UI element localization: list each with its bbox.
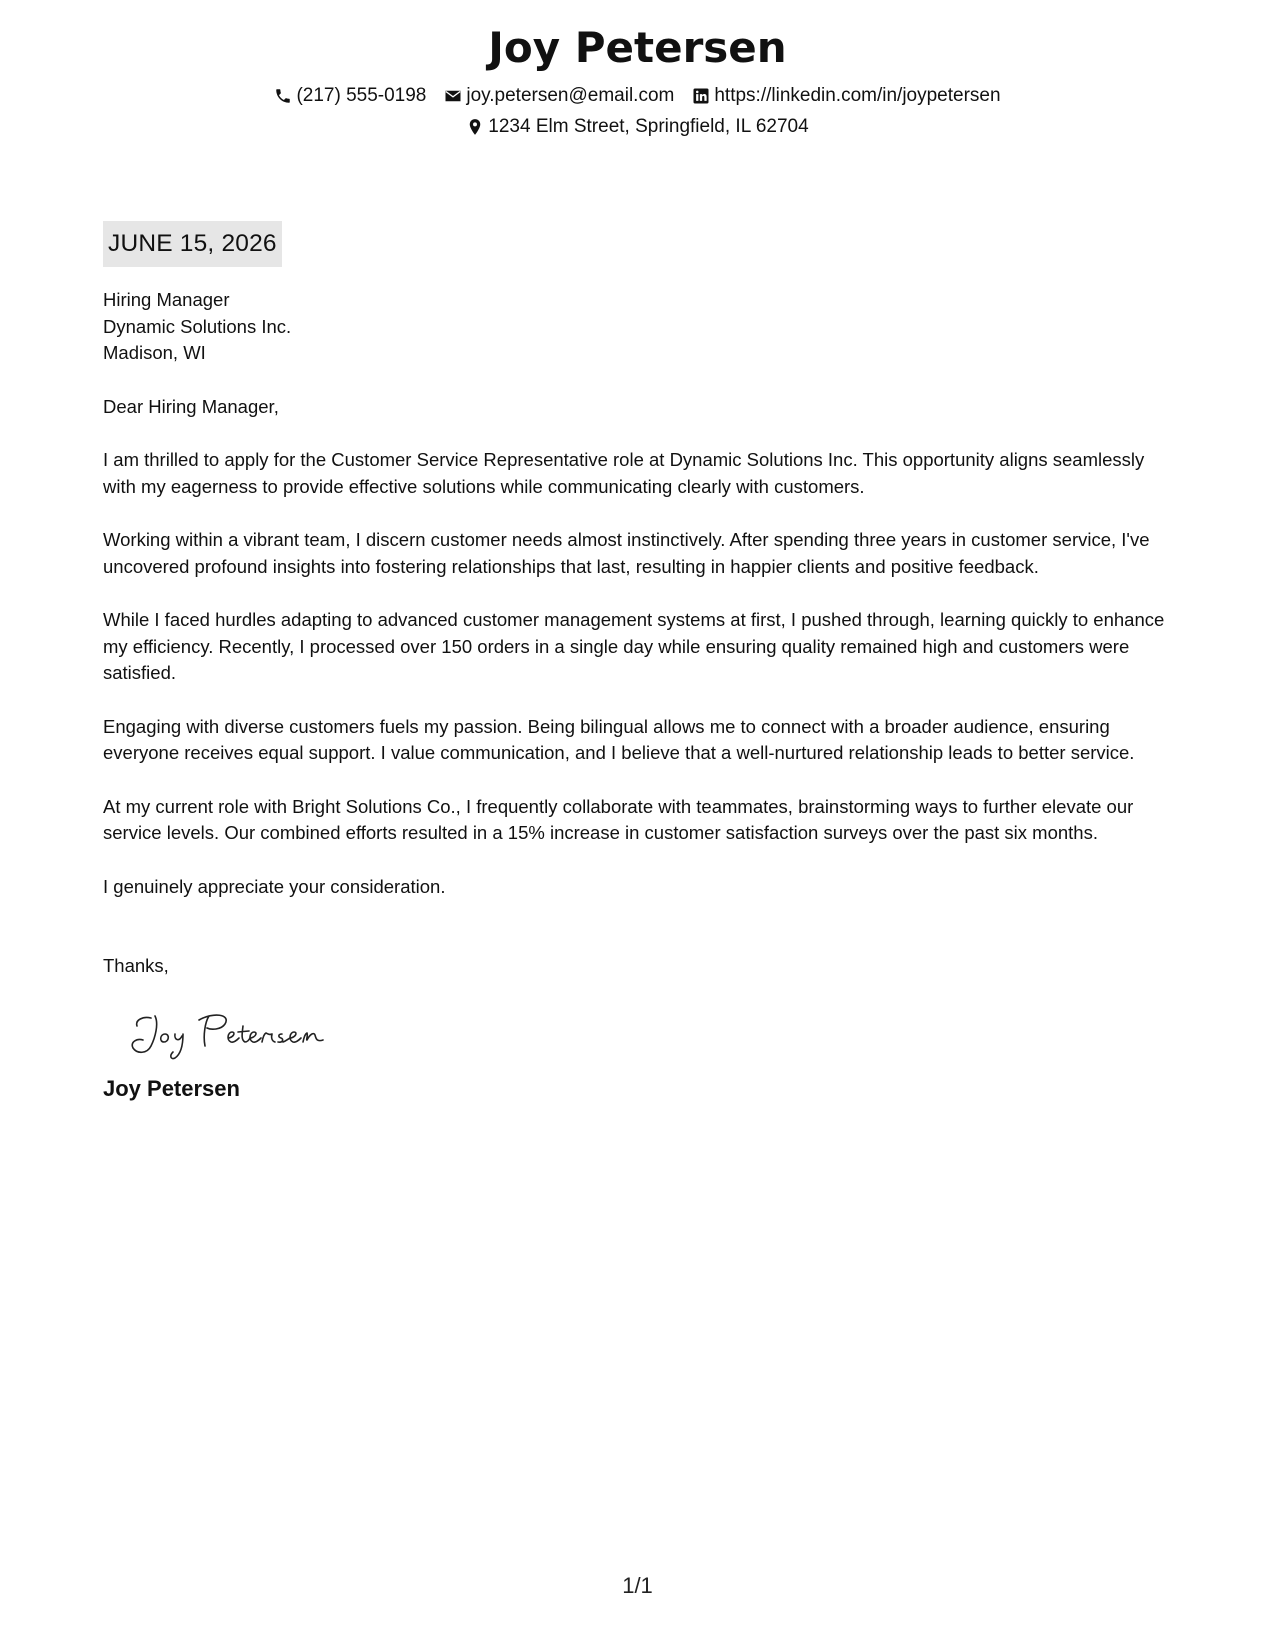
recipient-company: Dynamic Solutions Inc.: [103, 315, 292, 337]
paragraph-4: Engaging with diverse customers fuels my passion. Being bilingual allows me to connect with a broader audience, ensuring everyone receives equal support. I value communication, and I believe that a well-nurtured relationship leads to better service.: [103, 715, 1135, 763]
contact-address: [466, 113, 808, 141]
contact-linkedin[interactable]: [692, 82, 1000, 110]
contact-phone: [274, 82, 426, 110]
signer-name: Joy Petersen: [103, 1075, 240, 1101]
contact-email[interactable]: [444, 82, 674, 110]
recipient-block: [103, 287, 1178, 367]
salutation: Dear Hiring Manager,: [103, 395, 279, 417]
paragraph-6: I genuinely appreciate your consideration.: [103, 875, 446, 897]
contact-line-primary: [0, 82, 1275, 110]
letter-body: [103, 221, 1178, 1104]
envelope-icon: [444, 87, 462, 105]
email-text[interactable]: joy.petersen@email.com: [466, 85, 675, 106]
paragraph-2: Working within a vibrant team, I discern customer needs almost instinctively. After spending three years in customer service, I've uncovered profound insights into fostering relationships that last, resulting in happier clients and positive feedback.: [103, 529, 1150, 577]
paragraph-1: I am thrilled to apply for the Customer Service Representative role at Dynamic Solutions Inc. This opportunity aligns seamlessly with my eagerness to provide effective solutions while communicating clearly with customers.: [103, 449, 1145, 497]
contact-line-secondary: [0, 113, 1275, 141]
handwritten-signature: [125, 1004, 345, 1064]
letter-date: JUNE 15, 2026: [103, 221, 282, 267]
sender-name-title: Joy Petersen: [488, 23, 787, 72]
phone-text: (217) 555-0198: [296, 85, 427, 106]
linkedin-icon: [692, 87, 710, 105]
address-text: 1234 Elm Street, Springfield, IL 62704: [488, 116, 809, 137]
phone-icon: [274, 87, 292, 105]
recipient-title: Hiring Manager: [103, 289, 230, 310]
map-pin-icon: [466, 118, 484, 136]
paragraph-5: At my current role with Bright Solutions Co., I frequently collaborate with teammates, brainstorming ways to further elevate our service levels. Our combined efforts resulted in a 15% increase in customer satisfaction surveys over the past six months.: [103, 795, 1134, 843]
linkedin-text[interactable]: https://linkedin.com/in/joypetersen: [714, 85, 1001, 106]
paragraph-3: While I faced hurdles adapting to advanced customer management systems at first, I pushed through, learning quickly to enhance my efficiency. Recently, I processed over 150 orders in a single day while ensuring quality remained high and customers were satisfied.: [103, 609, 1165, 683]
letter-header: [0, 20, 1275, 141]
recipient-location: Madison, WI: [103, 342, 206, 363]
page-number: 1/1: [622, 1573, 653, 1598]
closing: Thanks,: [103, 955, 169, 976]
